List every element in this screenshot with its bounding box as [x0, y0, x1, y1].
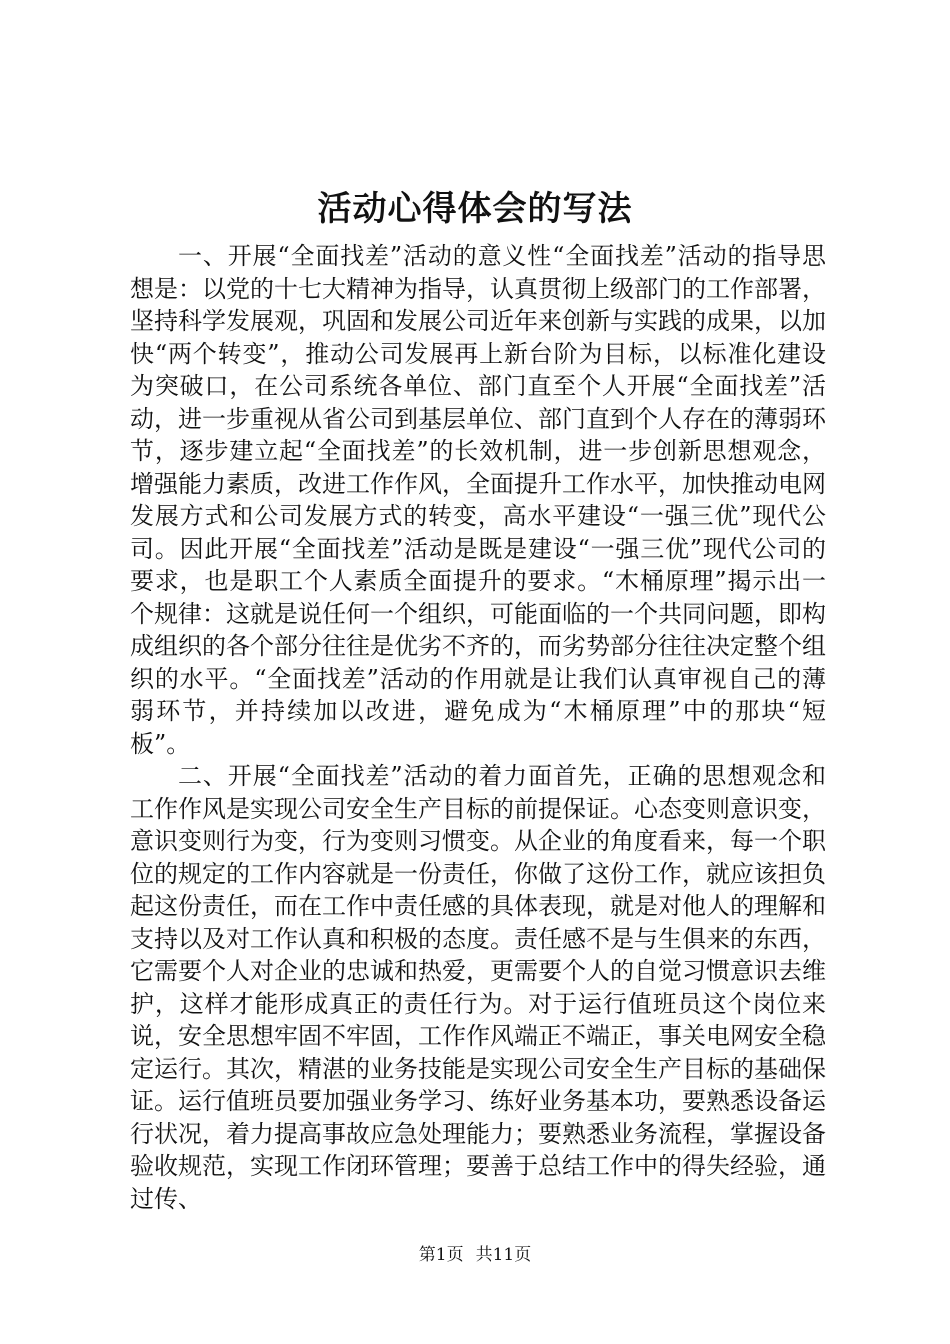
page-total: 共11页: [475, 1245, 532, 1265]
page-title: 活动心得体会的写法: [317, 189, 633, 229]
page-number: 第1页: [418, 1245, 464, 1265]
page-footer: [0, 1243, 950, 1267]
document-body: [130, 240, 826, 1215]
paragraph-1: 一、开展“全面找差”活动的意义性“全面找差”活动的指导思想是：以党的十七大精神为指导，认真贯彻上级部门的工作部署，坚持科学发展观，巩固和发展公司近年来创新与实践的成果，以加快“两个转变”，推动公司发展再上新台阶为目标，以标准化建设为突破口，在公司系统各单位、部门直至个人开展“全面找差”活动，进一步重视从省公司到基层单位、部门直到个人存在的薄弱环节，逐步建立起“全面找差”的长效机制，进一步创新思想观念，增强能力素质，改进工作作风，全面提升工作水平，加快推动电网发展方式和公司发展方式的转变，高水平建设“一强三优”现代公司。因此开展“全面找差”活动是既是建设“一强三优”现代公司的要求，也是职工个人素质全面提升的要求。“木桶原理”揭示出一个规律：这就是说任何一个组织，可能面临的一个共同问题，即构成组织的各个部分往往是优劣不齐的，而劣势部分往往决定整个组织的水平。“全面找差”活动的作用就是让我们认真审视自己的薄弱环节，并持续加以改进，避免成为“木桶原理”中的那块“短板”。: [130, 242, 826, 758]
paragraph-2: 二、开展“全面找差”活动的着力面首先，正确的思想观念和工作作风是实现公司安全生产目标的前提保证。心态变则意识变，意识变则行为变，行为变则习惯变。从企业的角度看来，每一个职位的规定的工作内容就是一份责任，你做了这份工作，就应该担负起这份责任，而在工作中责任感的具体表现，就是对他人的理解和支持以及对工作认真和积极的态度。责任感不是与生俱来的东西，它需要个人对企业的忠诚和热爱，更需要个人的自觉习惯意识去维护，这样才能形成真正的责任行为。对于运行值班员这个岗位来说，安全思想牢固不牢固，工作作风端正不端正，事关电网安全稳定运行。其次，精湛的业务技能是实现公司安全生产目标的基础保证。运行值班员要加强业务学习、练好业务基本功，要熟悉设备运行状况，着力提高事故应急处理能力；要熟悉业务流程，掌握设备验收规范，实现工作闭环管理；要善于总结工作中的得失经验，通过传、: [130, 762, 826, 1213]
